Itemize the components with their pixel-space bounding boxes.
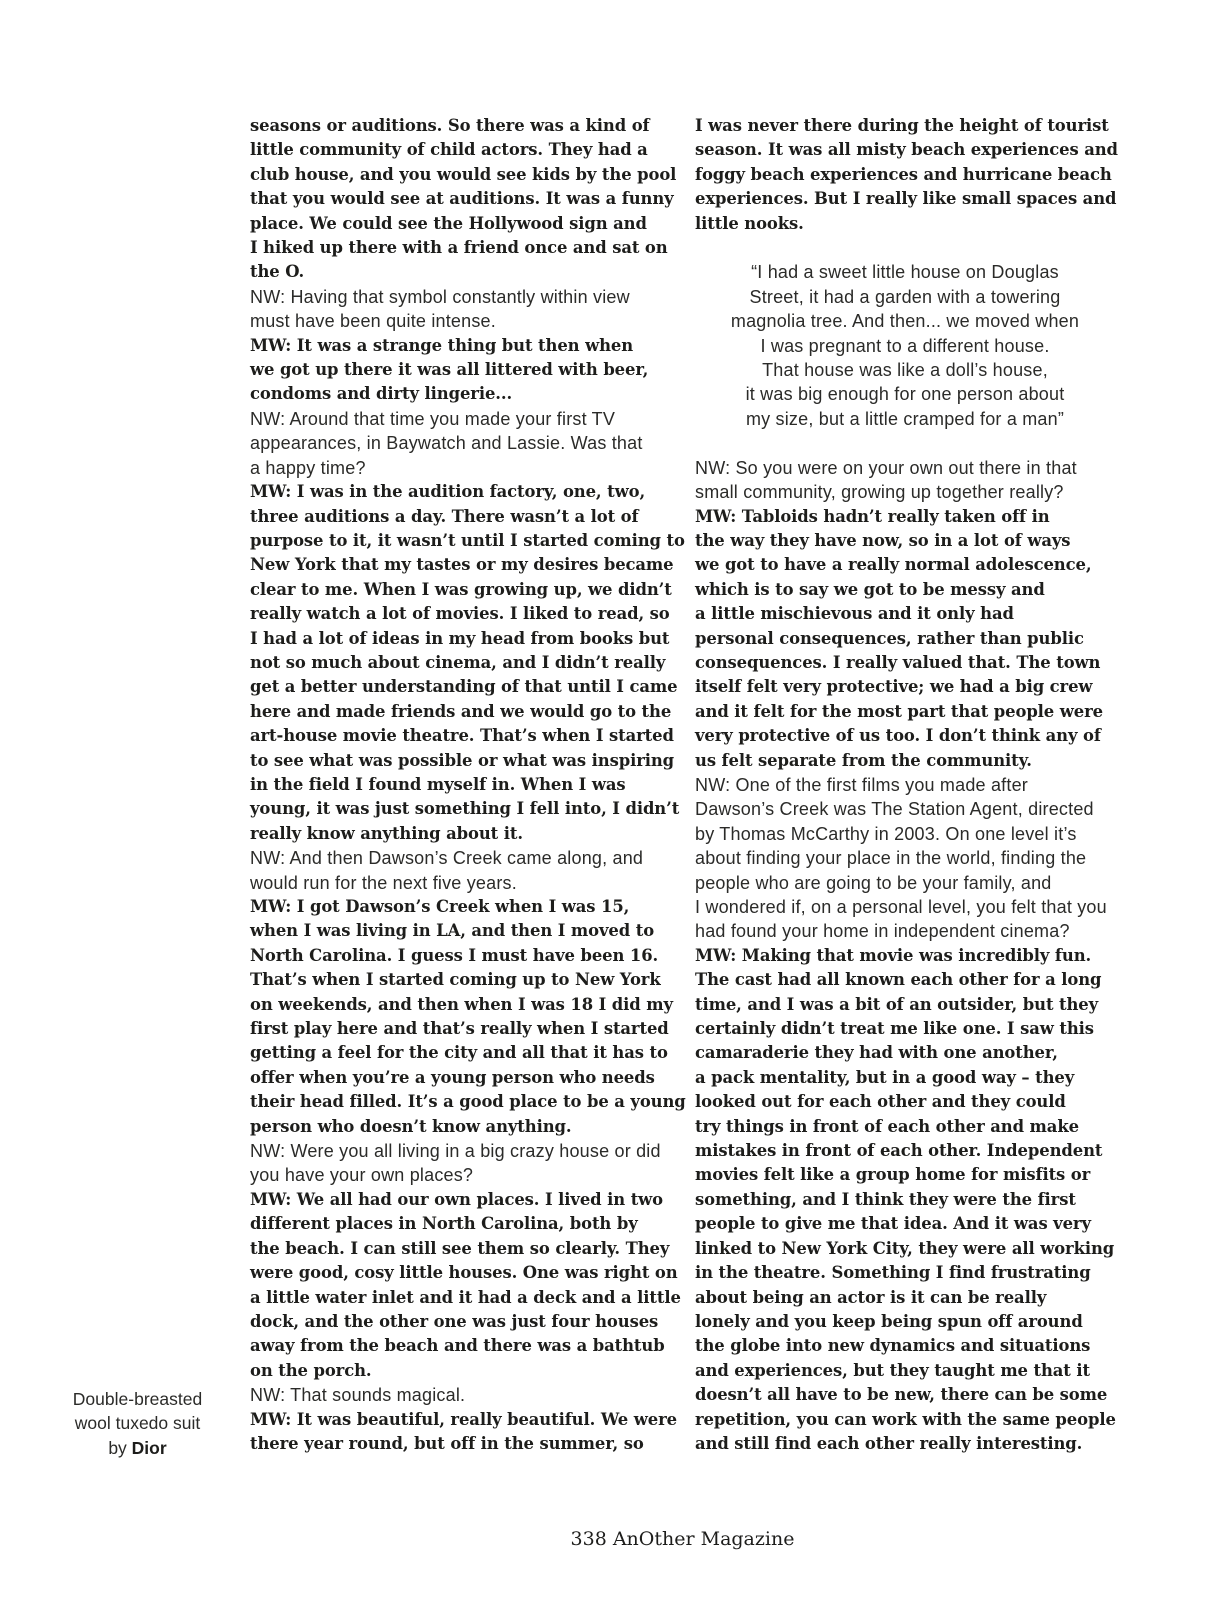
- right-text-column: [695, 114, 1118, 1456]
- caption-line: wool tuxedo suit: [74, 1413, 201, 1434]
- interview-line: camaraderie they had with one another,: [695, 1043, 1058, 1063]
- interview-line: the globe into new dynamics and situations: [695, 1336, 1091, 1356]
- interview-line: clear to me. When I was growing up, we didn’t: [250, 579, 672, 599]
- blank-line: [695, 236, 1115, 260]
- interview-line: MW: Tabloids hadn’t really taken off in: [695, 506, 1050, 526]
- interview-line: North Carolina. I guess I must have been 16.: [250, 945, 659, 965]
- interview-line: mistakes in front of each other. Independent: [695, 1141, 1103, 1161]
- pull-quote-line: That house was like a doll’s house,: [762, 360, 1048, 381]
- interview-line: small community, growing up together really?: [695, 482, 1064, 503]
- interview-line: on weekends, and then when I was 18 I did my: [250, 994, 673, 1014]
- interview-line: we got to have a really normal adolescence,: [695, 555, 1092, 575]
- interview-line: not so much about cinema, and I didn’t really: [250, 652, 666, 672]
- interview-line: about finding your place in the world, finding the: [695, 848, 1087, 869]
- interview-line: NW: Were you all living in a big crazy house or did: [250, 1141, 661, 1162]
- interview-line: first play here and that’s really when I started: [250, 1019, 669, 1039]
- caption-by-prefix: by: [108, 1437, 132, 1458]
- interview-line: try things in front of each other and make: [695, 1116, 1079, 1136]
- interview-line: and still find each other really interesting.: [695, 1433, 1083, 1453]
- interview-line: The cast had all known each other for a long: [695, 970, 1102, 990]
- interview-line: would run for the next five years.: [250, 872, 517, 893]
- interview-line: must have been quite intense.: [250, 311, 496, 332]
- interview-line: New York that my tastes or my desires became: [250, 555, 674, 575]
- interview-line: when I was living in LA, and then I moved to: [250, 921, 655, 941]
- interview-line: experiences. But I really like small spaces and: [695, 189, 1117, 209]
- interview-line: people who are going to be your family, and: [695, 872, 1052, 893]
- interview-line: purpose to it, it wasn’t until I started coming to: [250, 530, 685, 550]
- interview-line: I hiked up there with a friend once and sat on: [250, 238, 668, 258]
- pull-quote-line: magnolia tree. And then... we moved when: [730, 311, 1080, 332]
- interview-line: appearances, in Baywatch and Lassie. Was that: [250, 433, 643, 454]
- interview-line: MW: I was in the audition factory, one, two,: [250, 482, 646, 502]
- interview-line: away from the beach and there was a bathtub: [250, 1336, 665, 1356]
- interview-line: personal consequences, rather than public: [695, 628, 1084, 648]
- interview-line: you have your own places?: [250, 1165, 474, 1186]
- interview-line: MW: It was a strange thing but then when: [250, 335, 634, 355]
- interview-line: movies felt like a group home for misfits or: [695, 1165, 1091, 1185]
- interview-line: NW: Having that symbol constantly within view: [250, 286, 630, 307]
- interview-line: were good, cosy little houses. One was right on: [250, 1263, 678, 1283]
- interview-line: very protective of us too. I don’t think any of: [695, 726, 1101, 746]
- folio-text: 338 AnOther Magazine: [570, 1528, 795, 1550]
- interview-line: here and made friends and we would go to the: [250, 701, 672, 721]
- interview-line: art-house movie theatre. That’s when I started: [250, 726, 674, 746]
- pull-quote-line: I was pregnant to a different house.: [760, 335, 1050, 356]
- interview-line: that you would see at auditions. It was a funny: [250, 189, 674, 209]
- interview-text-block: [250, 114, 1118, 1456]
- interview-line: foggy beach experiences and hurricane beach: [695, 164, 1112, 184]
- interview-line: I had a lot of ideas in my head from books but: [250, 628, 670, 648]
- interview-line: Dawson’s Creek was The Station Agent, directed: [695, 799, 1094, 820]
- interview-line: NW: And then Dawson’s Creek came along, and: [250, 848, 644, 869]
- interview-line: and it felt for the most part that people were: [695, 701, 1103, 721]
- interview-line: really watch a lot of movies. I liked to read, so: [250, 604, 670, 624]
- interview-line: had found your home in independent cinema?: [695, 921, 1070, 942]
- interview-line: NW: Around that time you made your first TV: [250, 408, 616, 429]
- interview-line: by Thomas McCarthy in 2003. On one level it’s: [695, 823, 1077, 844]
- interview-line: person who doesn’t know anything.: [250, 1116, 572, 1136]
- interview-line: NW: One of the first films you made after: [695, 774, 1028, 795]
- pull-quote-line: Street, it had a garden with a towering: [749, 286, 1061, 307]
- interview-line: itself felt very protective; we had a big crew: [695, 677, 1093, 697]
- interview-line: we got up there it was all littered with beer,: [250, 360, 649, 380]
- interview-line: offer when you’re a young person who needs: [250, 1067, 655, 1087]
- interview-line: getting a feel for the city and all that it has to: [250, 1043, 668, 1063]
- interview-line: NW: That sounds magical.: [250, 1385, 466, 1406]
- interview-line: little community of child actors. They had a: [250, 140, 648, 160]
- interview-line: lonely and you keep being spun off around: [695, 1311, 1083, 1331]
- interview-line: really know anything about it.: [250, 823, 523, 843]
- interview-line: the O.: [250, 262, 305, 282]
- interview-line: NW: So you were on your own out there in that: [695, 457, 1077, 478]
- interview-line: little nooks.: [695, 213, 804, 233]
- interview-line: I wondered if, on a personal level, you felt that you: [695, 897, 1107, 917]
- interview-line: I was never there during the height of tourist: [695, 116, 1109, 135]
- blank-line: [695, 431, 1115, 455]
- interview-line: place. We could see the Hollywood sign and: [250, 213, 647, 233]
- interview-line: in the field I found myself in. When I was: [250, 774, 626, 794]
- caption-line: [50, 1436, 225, 1460]
- interview-line: there year round, but off in the summer, so: [250, 1433, 644, 1453]
- interview-line: consequences. I really valued that. The town: [695, 652, 1101, 672]
- interview-line: season. It was all misty beach experiences and: [695, 140, 1118, 160]
- interview-line: certainly didn’t treat me like one. I saw this: [695, 1019, 1094, 1039]
- interview-line: people to give me that idea. And it was very: [695, 1214, 1091, 1234]
- interview-line: different places in North Carolina, both by: [250, 1214, 638, 1234]
- interview-line: the beach. I can still see them so clearly. They: [250, 1238, 670, 1258]
- interview-line: three auditions a day. There wasn’t a lot of: [250, 506, 639, 526]
- interview-line: which is to say we got to be messy and: [695, 579, 1045, 599]
- interview-line: get a better understanding of that until I came: [250, 677, 678, 697]
- interview-line: and experiences, but they taught me that it: [695, 1360, 1090, 1380]
- interview-line: doesn’t all have to be new, there can be some: [695, 1385, 1108, 1405]
- left-text-column: [250, 114, 686, 1456]
- interview-line: repetition, you can work with the same people: [695, 1409, 1116, 1429]
- interview-line: MW: Making that movie was incredibly fun.: [695, 945, 1092, 965]
- pull-quote-line: it was big enough for one person about: [745, 384, 1065, 405]
- interview-line: linked to New York City, they were all working: [695, 1238, 1115, 1258]
- interview-line: MW: I got Dawson’s Creek when I was 15,: [250, 897, 630, 916]
- interview-line: That’s when I started coming up to New York: [250, 970, 661, 990]
- interview-line: time, and I was a bit of an outsider, but they: [695, 994, 1099, 1014]
- interview-line: condoms and dirty lingerie...: [250, 384, 513, 404]
- interview-line: a little mischievous and it only had: [695, 604, 1014, 624]
- interview-line: young, it was just something I fell into, I didn’t: [250, 799, 680, 819]
- caption-line: Double-breasted: [72, 1389, 203, 1409]
- pull-quote-line: my size, but a little cramped for a man”: [745, 408, 1065, 429]
- interview-line: us felt separate from the community.: [695, 750, 1032, 770]
- interview-line: club house, and you would see kids by the pool: [250, 164, 677, 184]
- interview-line: to see what was possible or what was inspiring: [250, 750, 675, 770]
- interview-line: a happy time?: [250, 457, 366, 478]
- interview-line: on the porch.: [250, 1360, 372, 1380]
- pull-quote-line: “I had a sweet little house on Douglas: [751, 262, 1059, 283]
- interview-line: the way they have now, so in a lot of ways: [695, 530, 1071, 550]
- interview-line: something, and I think they were the first: [695, 1189, 1076, 1209]
- interview-line: a pack mentality, but in a good way – they: [695, 1067, 1075, 1087]
- interview-line: seasons or auditions. So there was a kind of: [250, 116, 650, 135]
- designer-name: Dior: [131, 1437, 167, 1458]
- interview-line: their head filled. It’s a good place to be a young: [250, 1092, 686, 1112]
- fashion-credit-caption: [50, 1387, 225, 1460]
- interview-line: a little water inlet and it had a deck and a little: [250, 1287, 681, 1307]
- interview-line: looked out for each other and they could: [695, 1092, 1066, 1112]
- interview-line: about being an actor is it can be really: [695, 1287, 1047, 1307]
- interview-line: dock, and the other one was just four houses: [250, 1311, 659, 1331]
- interview-line: MW: It was beautiful, really beautiful. We were: [250, 1409, 677, 1429]
- interview-line: MW: We all had our own places. I lived in two: [250, 1189, 664, 1209]
- interview-line: in the theatre. Something I find frustrating: [695, 1263, 1091, 1283]
- page-footer: [250, 1528, 1115, 1550]
